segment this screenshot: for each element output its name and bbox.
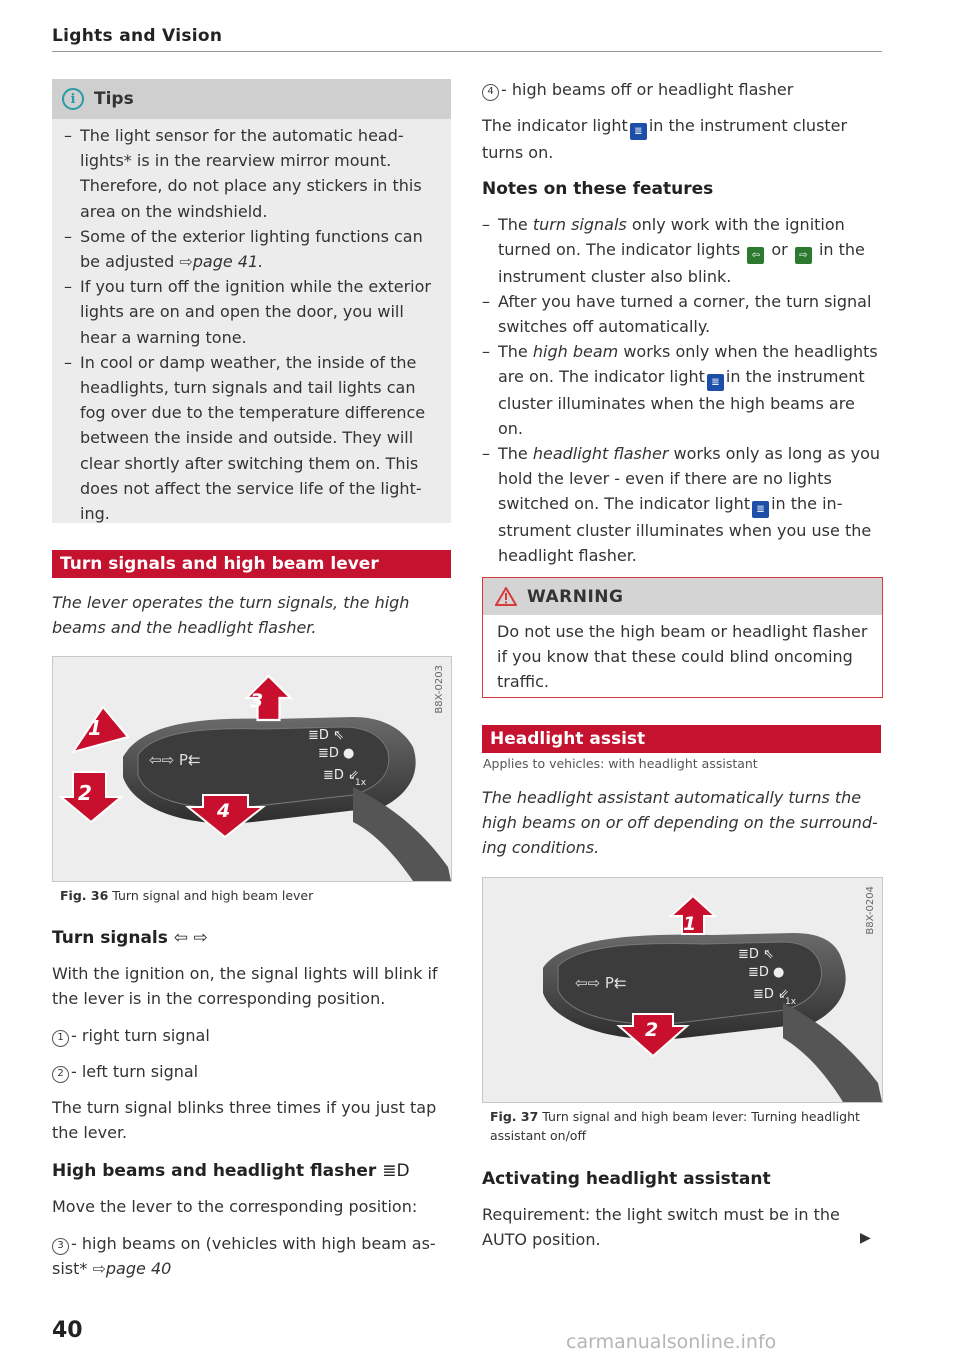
- warning-header: [483, 578, 882, 615]
- svg-text:⇦⇨ P⇇: ⇦⇨ P⇇: [575, 974, 627, 992]
- figure-36: [52, 656, 452, 882]
- svg-text:1: 1: [683, 913, 697, 935]
- list-item: – The high beam works only when the headlights are on. The indicator light ≣ in the instrument cluster illuminates when the high beams are on.: [482, 339, 882, 441]
- svg-text:3: 3: [250, 690, 264, 712]
- page-link-40[interactable]: page 40: [105, 1259, 172, 1278]
- activating-body: Requirement: the light switch must be in the AUTO position.: [482, 1205, 840, 1249]
- high-beam-indicator-icon: ≣: [630, 123, 647, 140]
- lever-illustration: [483, 878, 882, 1102]
- svg-text:1: 1: [88, 716, 102, 740]
- svg-text:2: 2: [78, 781, 92, 805]
- svg-text:1x: 1x: [785, 997, 797, 1007]
- callout-number-4: 4: [482, 84, 499, 101]
- arrow-ref-icon: ⇨: [179, 252, 193, 272]
- tips-item: – The light sensor for the automatic headlights* is in the rearview mirror mount. Therefore, do not place any stickers in this area on the windshield.: [64, 123, 437, 224]
- callout-number-1: 1: [52, 1030, 69, 1047]
- svg-text:≣D ⇙: ≣D ⇙: [323, 768, 359, 783]
- heading-turn-signals: Turn signals ⇦ ⇨: [52, 928, 208, 948]
- figure-code: B8X-0204: [865, 886, 876, 935]
- svg-text:≣D ⇙: ≣D ⇙: [753, 987, 789, 1002]
- right-turn-indicator-icon: ⇨: [795, 247, 812, 264]
- indicator-note: The indicator light ≣ in the instrument cluster turns on.: [482, 116, 848, 162]
- svg-text:≣D ●: ≣D ●: [318, 746, 355, 761]
- figure-37-caption: Fig. 37 Turn signal and high beam lever: Turning headlight assistant on/off: [490, 1109, 860, 1143]
- watermark: carmanualsonline.info: [566, 1331, 777, 1353]
- svg-text:4: 4: [217, 800, 231, 822]
- high-beams-body: Move the lever to the corresponding position:: [52, 1197, 418, 1216]
- lever-illustration: [53, 657, 451, 881]
- tips-item: – If you turn off the ignition while the exterior lights are on and open the door, you will hear a warning tone.: [64, 274, 437, 350]
- page-number: 40: [52, 1318, 83, 1343]
- list-item: – After you have turned a corner, the turn signal switches off automatically.: [482, 289, 882, 339]
- list-item: 2 - left turn signal: [52, 1059, 451, 1084]
- list-item: 3 - high beams on (vehicles with high beam assist* ⇨page 40: [52, 1234, 436, 1278]
- section-title-headlight-assist: Headlight assist: [482, 725, 881, 753]
- tips-list: [52, 119, 451, 526]
- figure-36-caption: Fig. 36 Turn signal and high beam lever: [60, 888, 314, 903]
- applies-to-note: Applies to vehicles: with headlight assistant: [483, 756, 758, 771]
- heading-notes: Notes on these features: [482, 179, 714, 199]
- svg-text:⇦⇨ P⇇: ⇦⇨ P⇇: [149, 751, 201, 769]
- notes-list: [482, 212, 882, 568]
- info-icon: i: [62, 88, 84, 110]
- arrow-ref-icon: ⇨: [92, 1259, 106, 1278]
- next-page-arrow-icon: ▶: [860, 1230, 871, 1246]
- tips-item: – Some of the exterior lighting functions can be adjusted ⇨page 41.: [64, 224, 437, 274]
- svg-text:1x: 1x: [355, 778, 367, 788]
- tips-item: – In cool or damp weather, the inside of the headlights, turn signals and tail lights can fog over due to the temperature difference between the inside and outside. They will clear shortly after switching them on. This does not affect the service life of the lighting.: [64, 350, 437, 526]
- list-item: – The turn signals only work with the ignition turned on. The indicator lights ⇦ or ⇨ in the instrument cluster also blink.: [482, 212, 882, 289]
- tips-box: [52, 79, 451, 523]
- callout-number-3: 3: [52, 1238, 69, 1255]
- callout-1: [671, 896, 715, 935]
- heading-high-beams: High beams and headlight flasher ≣D: [52, 1161, 410, 1181]
- section-intro: The headlight assistant automatically turns the high beams on or off depending on the surrounding conditions.: [482, 788, 878, 857]
- svg-text:≣D ⇖: ≣D ⇖: [738, 947, 774, 962]
- svg-text:2: 2: [645, 1019, 659, 1041]
- warning-title: WARNING: [527, 586, 624, 607]
- svg-text:≣D ●: ≣D ●: [748, 965, 785, 980]
- header-divider: [52, 51, 882, 52]
- svg-text:≣D ⇖: ≣D ⇖: [308, 728, 344, 743]
- left-turn-indicator-icon: ⇦: [747, 247, 764, 264]
- turn-signal-arrows-icon: ⇦ ⇨: [173, 928, 208, 948]
- tips-title: Tips: [94, 89, 134, 109]
- warning-box: [482, 577, 883, 698]
- callout-number-2: 2: [52, 1066, 69, 1083]
- page-link-41[interactable]: page 41.: [192, 252, 264, 272]
- warning-triangle-icon: [495, 587, 517, 606]
- turn-signals-body: With the ignition on, the signal lights will blink if the lever is in the corresponding position.: [52, 964, 438, 1008]
- callout-1: [73, 707, 128, 752]
- callout-3: [247, 676, 291, 720]
- section-title-turn-signals: Turn signals and high beam lever: [52, 550, 451, 578]
- turn-signal-tap-note: The turn signal blinks three times if you just tap the lever.: [52, 1098, 437, 1142]
- figure-code: B8X-0203: [434, 665, 445, 714]
- figure-37: [482, 877, 883, 1103]
- heading-activating: Activating headlight assistant: [482, 1169, 771, 1189]
- warning-body: Do not use the high beam or headlight flasher if you know that these could blind oncoming traffic.: [497, 622, 868, 691]
- callout-2: [61, 772, 121, 822]
- page-header-title: Lights and Vision: [52, 26, 223, 46]
- high-beam-indicator-icon: ≣: [752, 501, 769, 518]
- list-item: 4 - high beams off or headlight flasher: [482, 77, 882, 102]
- high-beam-icon: ≣D: [382, 1161, 410, 1181]
- section-intro: The lever operates the turn signals, the high beams and the headlight flasher.: [52, 593, 410, 637]
- high-beam-indicator-icon: ≣: [707, 374, 724, 391]
- tips-header: [52, 79, 451, 119]
- list-item: 1 - right turn signal: [52, 1023, 451, 1048]
- list-item: – The headlight flasher works only as long as you hold the lever - even if there are no lights switched on. The indicator light ≣ in the instrument cluster illuminates when you use the headlight flasher.: [482, 441, 882, 568]
